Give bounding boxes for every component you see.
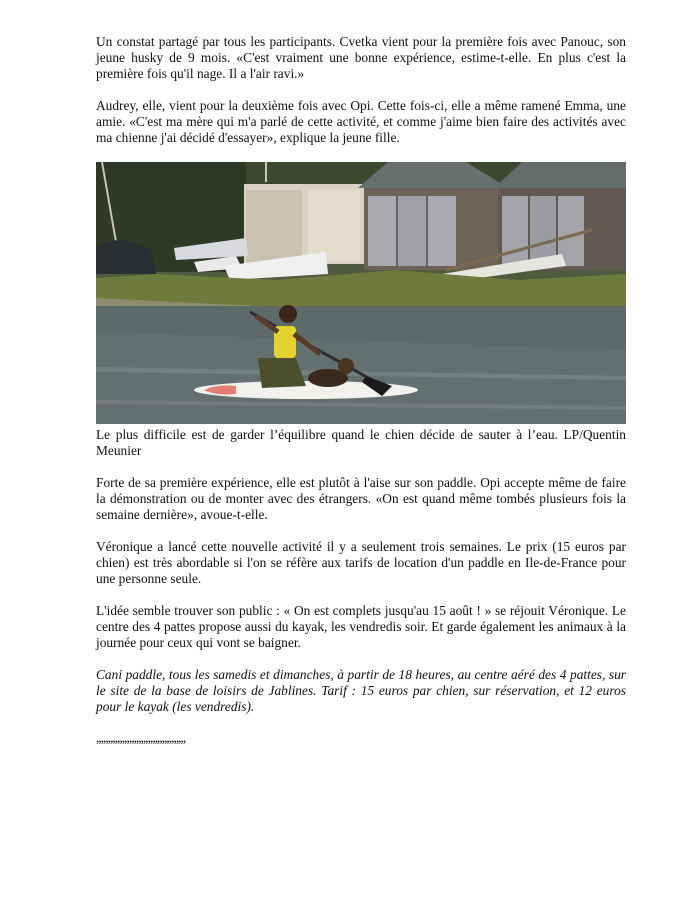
info-box: Cani paddle, tous les samedis et dimanches, à partir de 18 heures, au centre aéré des 4 pattes, sur le site de la base de loisirs de Jablines. Tarif : 15 euros par chien, sur réservation, et 12 euros pour le kayak (les vendredis). (96, 667, 626, 714)
photo-caption: Le plus difficile est de garder l’équilibre quand le chien décide de sauter à l’eau. LP/Quentin Meunier (96, 427, 626, 458)
article-paragraph-5: L'idée semble trouver son public : « On est complets jusqu'au 15 août ! » se réjouit Véronique. Le centre des 4 pattes propose aussi du kayak, les vendredis soir. Et garde également les animaux à la journée pour ceux qui vont se baigner. (96, 603, 626, 650)
article-photo (96, 162, 626, 424)
article-paragraph-4: Véronique a lancé cette nouvelle activité il y a seulement trois semaines. Le prix (15 euros par chien) est très abordable si l'on se réfère aux tarifs de location d'un paddle en Ile-de-France pour une personne seule. (96, 539, 626, 586)
article-page (96, 34, 626, 745)
article-paragraph-3: Forte de sa première expérience, elle est plutôt à l'aise sur son paddle. Opi accepte même de faire la démonstration ou de monter avec des étrangers. «On est quand même tombés plusieurs fois la semaine dernière», avoue-t-elle. (96, 475, 626, 522)
article-paragraph-1: Un constat partagé par tous les participants. Cvetka vient pour la première fois avec Panouc, son jeune husky de 9 mois. «C'est vraiment une bonne expérience, estime-t-elle. En plus c'est la première fois qu'il nage. Il a l'air ravi.» (96, 34, 626, 81)
article-paragraph-2: Audrey, elle, vient pour la deuxième fois avec Opi. Cette fois-ci, elle a même ramené Emma, une amie. «C'est ma mère qui m'a parlé de cette activité, et comme j'aime bien faire des activités avec ma chienne j'ai décidé d'essayer», explique la jeune fille. (96, 98, 626, 145)
trailing-marks: ,,,,,,,,,,,,,,,,,,,,,,,,,,,,,,,,,,,,,, (96, 730, 186, 745)
